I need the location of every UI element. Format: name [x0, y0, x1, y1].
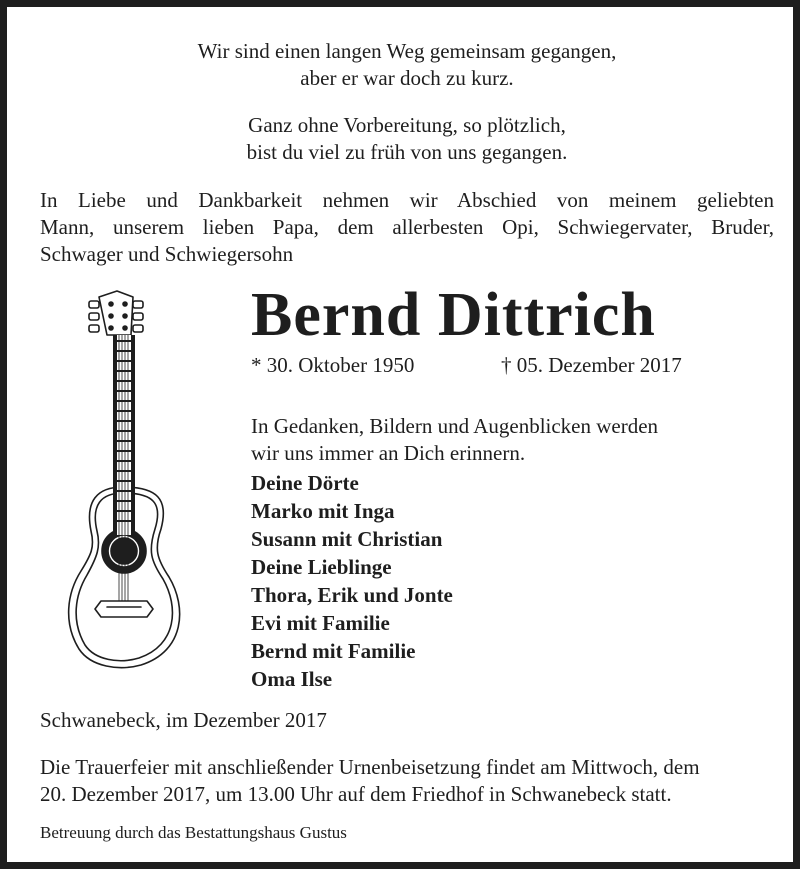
funeral-info: [40, 754, 700, 808]
intro-line: Schwager und Schwiegersohn: [40, 242, 294, 266]
mourners-list: [251, 469, 453, 693]
mourner-name: Evi mit Familie: [251, 611, 390, 635]
acoustic-guitar-icon: [57, 289, 217, 679]
remembrance-line: wir uns immer an Dich erinnern.: [251, 441, 526, 465]
death-date: † 05. Dezember 2017: [501, 353, 682, 377]
funeral-info-line: Die Trauerfeier mit anschließender Urnenbeisetzung findet am Mittwoch, dem: [40, 755, 700, 779]
birth-date: * 30. Oktober 1950: [251, 353, 415, 377]
remembrance-line: In Gedanken, Bildern und Augenblicken werden: [251, 414, 659, 438]
intro-paragraph: [40, 187, 774, 268]
verse-two: [7, 112, 800, 166]
mourner-name: Marko mit Inga: [251, 499, 395, 523]
mourner-name: Bernd mit Familie: [251, 639, 416, 663]
mourner-name: Susann mit Christian: [251, 527, 443, 551]
verse-line: Ganz ohne Vorbereitung, so plötzlich,: [248, 113, 566, 137]
remembrance-text: [251, 413, 658, 467]
place-and-date: Schwanebeck, im Dezember 2017: [40, 708, 327, 732]
mourner-name: Thora, Erik und Jonte: [251, 583, 453, 607]
mourner-name: Deine Dörte: [251, 471, 359, 495]
verse-line: Wir sind einen langen Weg gemeinsam gegangen,: [197, 39, 617, 63]
verse-line: bist du viel zu früh von uns gegangen.: [246, 140, 568, 164]
verse-one: [7, 38, 800, 92]
funeral-info-line: 20. Dezember 2017, um 13.00 Uhr auf dem Friedhof in Schwanebeck statt.: [40, 782, 672, 806]
deceased-name: Bernd Dittrich: [251, 281, 656, 349]
mourner-name: Oma Ilse: [251, 667, 333, 691]
mourner-name: Deine Lieblinge: [251, 555, 392, 579]
verse-line: aber er war doch zu kurz.: [300, 66, 514, 90]
intro-line: In Liebe und Dankbarkeit nehmen wir Abschied von meinem geliebten: [40, 188, 774, 212]
funeral-home-note: Betreuung durch das Bestattungshaus Gustus: [40, 823, 347, 842]
intro-line: Mann, unserem lieben Papa, dem allerbesten Opi, Schwiegervater, Bruder,: [40, 215, 774, 239]
